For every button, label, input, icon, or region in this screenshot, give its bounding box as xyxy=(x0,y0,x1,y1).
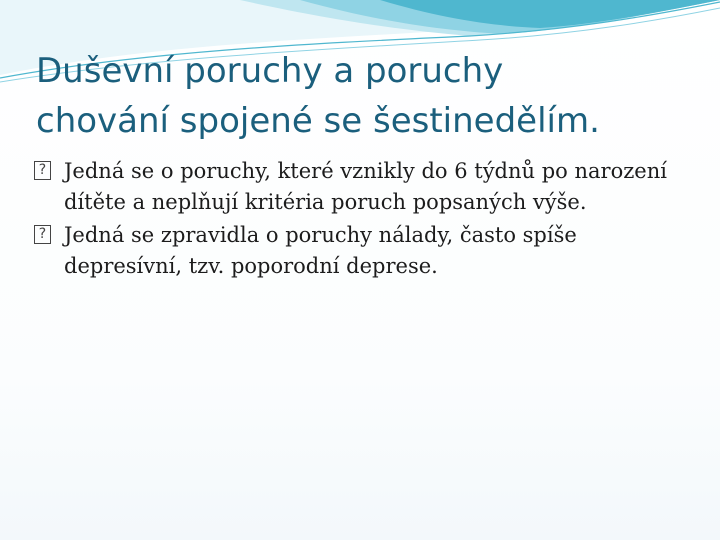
missing-glyph-icon: ? xyxy=(34,161,51,180)
missing-glyph-icon: ? xyxy=(34,225,51,244)
slide-title xyxy=(36,46,696,146)
bullet-text: Jedná se o poruchy, které vznikly do 6 týdnů po narození dítěte a neplňují kritéria poruch popsaných výše. xyxy=(64,159,667,214)
bullet-list xyxy=(34,156,684,284)
slide-title-line-2: chování spojené se šestinedělím. xyxy=(36,101,600,141)
bullet-text: Jedná se zpravidla o poruchy nálady, často spíše depresívní, tzv. poporodní deprese. xyxy=(64,223,577,278)
bullet-item xyxy=(34,156,684,218)
bullet-item xyxy=(34,220,684,282)
slide-title-line-1: Duševní poruchy a poruchy xyxy=(36,51,504,91)
